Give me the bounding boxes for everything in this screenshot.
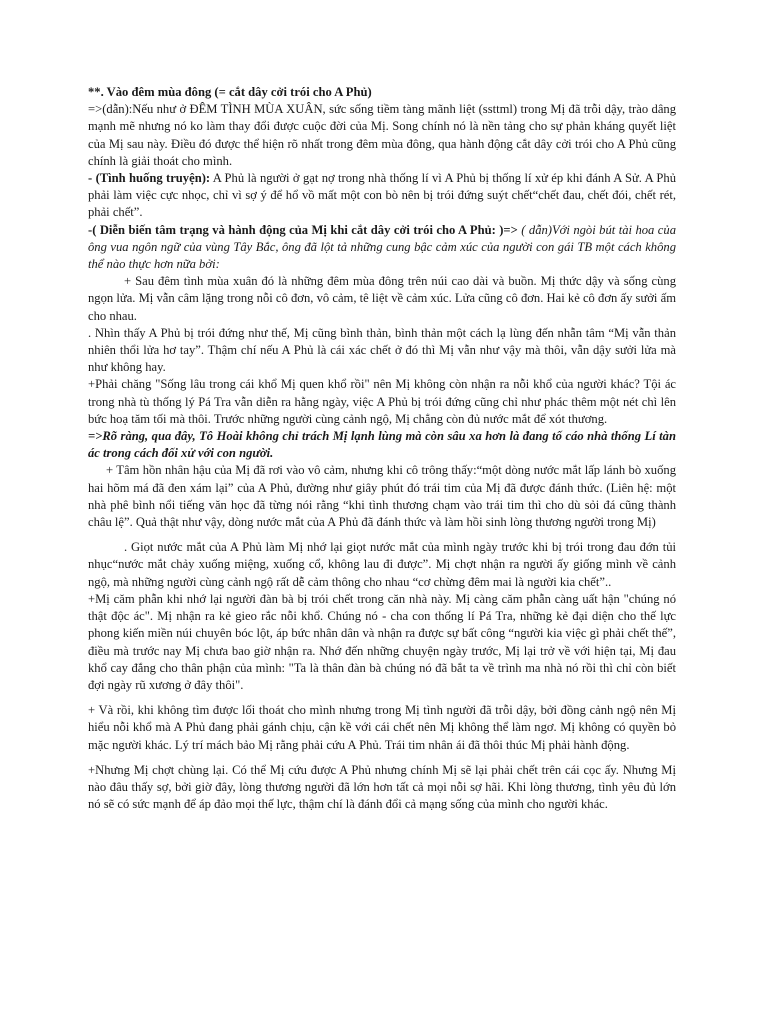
development-label: -( Diễn biến tâm trạng và hành động của Mị khi cắt dây cởi trói cho A Phủ: )=> (88, 222, 518, 237)
paragraph-hesitation: +Nhưng Mị chợt chùng lại. Có thể Mị cứu được A Phủ nhưng chính Mị sẽ lại phải chết trên cái cọc ấy. Nhưng Mị nào đâu thấy sợ, bởi giờ đây, lòng thương người đã lớn hơn tất cả mọi nỗi sợ hãi. Khi lòng thương, tình yêu đủ lớn nó sẽ có sức mạnh để áp đảo mọi thế lực, thậm chí là đánh đổi cả mạng sống của mình cho người khác. (88, 762, 676, 812)
situation-text: A Phủ là người ở gạt nợ trong nhà thống lí vì A Phủ bị thống lí xử ép khi đánh A Sử. A Phủ phải làm việc cực nhọc, chỉ vì sợ ý để hổ vồ mất một con bò nên bị trói đứng suýt chết“chết đau, chết đói, chết rét, phải chết”. (88, 171, 676, 220)
paragraph-calm-indifference: . Nhìn thấy A Phủ bị trói đứng như thế, Mị cũng bình thản, bình thản một cách lạ lùng đến nhẫn tâm “Mị vẫn thản nhiên thổi lửa hơ tay”. Thậm chí nếu A Phủ là cái xác chết ở đó thì Mị vẫn như vậy mà thôi, vẫn dậy sưởi lửa mà như không hay. (88, 325, 676, 375)
situation-label: - (Tình huống truyện): (88, 171, 211, 186)
paragraph-remembers-own-tears: . Giọt nước mắt của A Phủ làm Mị nhớ lại giọt nước mắt của mình ngày trước khi bị trói trong đau đớn tủi nhục“nước mắt chảy xuống miệng, xuống cổ, không lau đi được”. Mị chợt nhận ra người ấy giống mình về cảnh ngộ, mà những người cùng cảnh ngộ rất dễ cảm thông cho nhau “cơ chừng đêm mai là người kia chết”.. (88, 540, 676, 589)
paragraph-tears-awaken: + Tâm hồn nhân hậu của Mị đã rơi vào vô cảm, nhưng khi cô trông thấy:“một dòng nước mắt lấp lánh bò xuống hai hõm má đã đen xám lại” của A Phủ, đường như giây phút đó trái tim của Mị đã được đánh thức. (Liên hệ: một nhà phê bình nổi tiếng văn học đã từng nói rằng “khi tình thương chạm vào trái tim thì cho dù sỏi đá cũng thành châu lệ”. Quả thật như vậy, dòng nước mắt của A Phủ đã đánh thức và làm hồi sinh lòng thương người trong Mị) (88, 463, 676, 530)
paragraph-used-to-suffering: +Phải chăng "Sống lâu trong cái khổ Mị quen khổ rồi" nên Mị không còn nhận ra nỗi khổ của người khác? Tội ác trong nhà tù thống lý Pá Tra vẫn diễn ra hằng ngày, việc A Phủ bị trói đứng cũng chỉ như phác thêm một nét chì lên bức hoạ tăm tối mà thôi. Trước những người cùng cảnh ngộ, Mị chẳng còn đủ nước mắt để xót thương. (88, 377, 676, 426)
development-text: ( dẫn)Với ngòi bút tài hoa của ông vua ngôn ngữ của vùng Tây Bắc, ông đã lột tả những cung bậc cảm xúc của người con gái TB một cách không thể nào thực hơn nữa bởi: (88, 222, 676, 272)
paragraph-winter-nights: + Sau đêm tình mùa xuân đó là những đêm mùa đông trên núi cao dài và buồn. Mị thức dậy và sống cùng ngọn lửa. Mị vẫn câm lặng trong nỗi cô đơn, vô cảm, tê liệt về cảm xúc. Lửa cũng cô đơn. Hai kẻ cô đơn ấy sưởi ấm cho nhau. (88, 274, 676, 323)
document-page (88, 84, 676, 813)
intro-paragraph: =>(dẫn):Nếu như ở ĐÊM TÌNH MÙA XUÂN, sức sống tiềm tàng mãnh liệt (ssttml) trong Mị đã trỗi dậy, trào dâng mạnh mẽ nhưng nó ko làm thay đổi được cuộc đời của Mị. Song chính nó là nền tảng cho sự phản kháng quyết liệt của Mị sau này. Điều đó được thể hiện rõ nhất trong đêm mùa đông, qua hành động cắt dây cởi trói cho A Phủ cũng chính là giải thoát cho mình. (88, 102, 676, 168)
paragraph-humanity-rises: + Và rồi, khi không tìm được lối thoát cho mình nhưng trong Mị tình người đã trỗi dậy, bởi đồng cảnh ngộ nên Mị hiểu nỗi khổ mà A Phủ đang phải gánh chịu, cận kề với cái chết nên Mị không thể làm ngơ. Mị không có quyền bỏ mặc người khác. Lý trí mách bảo Mị rằng phải cứu A Phủ. Trái tim nhân ái đã thôi thúc Mị phải hành động. (88, 703, 676, 752)
development-paragraph (88, 222, 676, 274)
section-heading: **. Vào đêm mùa đông (= cắt dây cởi trói cho A Phủ) (88, 85, 372, 99)
paragraph-indignation: +Mị căm phẫn khi nhớ lại người đàn bà bị trói chết trong căn nhà này. Mị càng căm phẫn càng uất hận "chúng nó thật độc ác". Mị nhận ra kẻ gieo rắc nỗi khổ. Chúng nó - cha con thống lí Pá Tra, những kẻ đại diện cho thế lực phong kiến miền núi chuyên bóc lột, áp bức nhân dân và nhận ra được sự bất công “người kia việc gì phải chết thế”, điều mà trước nay Mị chưa bao giờ nhận ra. Nhớ đến những chuyện ngày trước, Mị lại trở về với hiện tại, Mị đau khổ cay đắng cho thân phận của mình: "Ta là thân đàn bà chúng nó đã bắt ta về trình ma nhà nó rồi thì chỉ còn biết đợi ngày rũ xương ở đây thôi". (88, 591, 676, 692)
situation-paragraph (88, 170, 676, 222)
paragraph-conclusion: =>Rõ ràng, qua đây, Tô Hoài không chỉ trách Mị lạnh lùng mà còn sâu xa hơn là đang tố cáo nhà thống Lí tàn ác trong cách đối xử với con người. (88, 429, 676, 461)
